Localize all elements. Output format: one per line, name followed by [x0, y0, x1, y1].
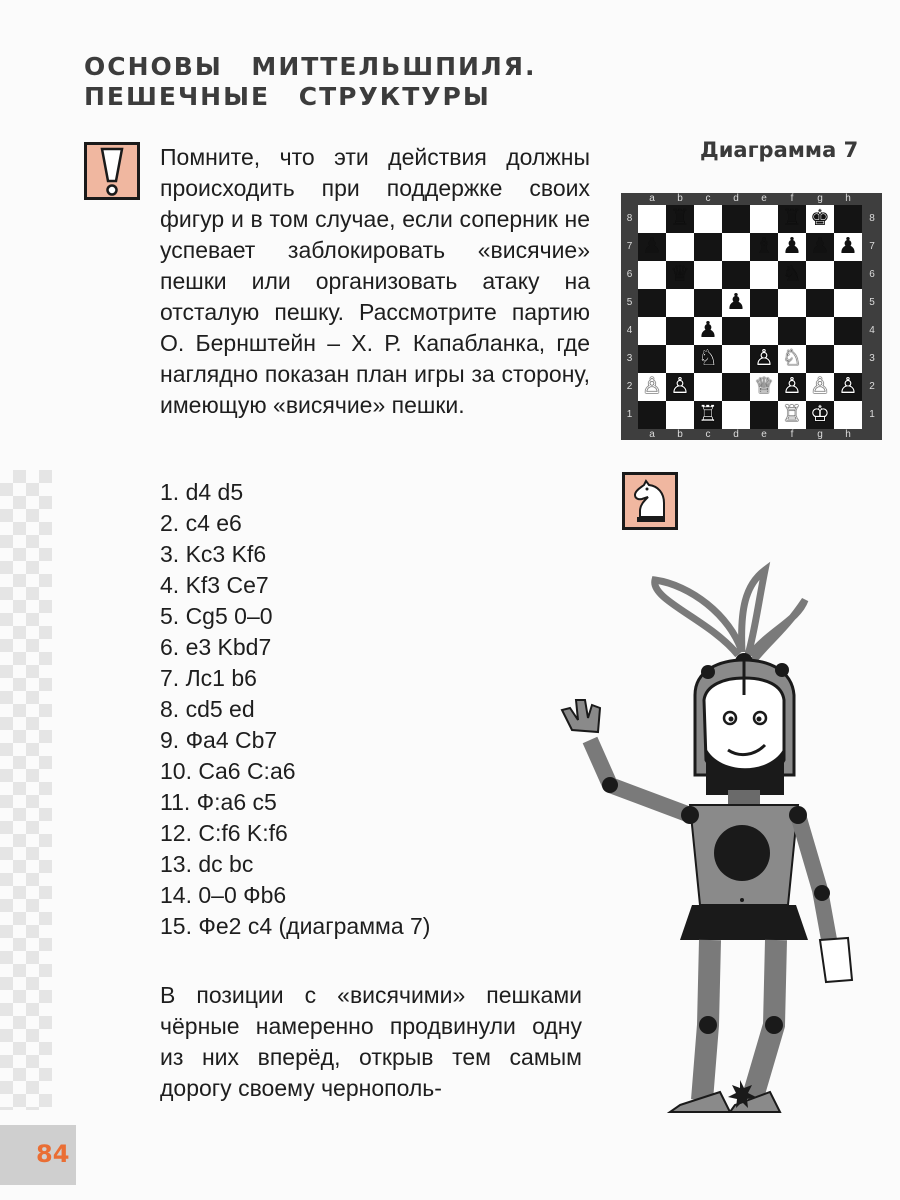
chess-piece-f7: ♟	[782, 234, 802, 259]
move-item: 2. c4 e6	[160, 510, 242, 536]
square-h3	[834, 345, 862, 373]
square-e6	[750, 261, 778, 289]
square-d7	[722, 233, 750, 261]
move-item: 11. Ф:a6 c5	[160, 789, 277, 815]
square-h5	[834, 289, 862, 317]
chess-piece-d5: ♟	[726, 290, 746, 315]
chess-piece-f3: ♘	[782, 346, 802, 371]
square-f7	[778, 233, 806, 261]
file-label: a	[649, 193, 655, 204]
rank-label: 7	[869, 241, 875, 252]
diagram-caption: Диаграмма 7	[700, 138, 859, 162]
move-item: 12. C:f6 K:f6	[160, 820, 288, 846]
square-f1	[778, 401, 806, 429]
move-item: 15. Фe2 c4 (диаграмма 7)	[160, 913, 431, 939]
square-b3	[666, 345, 694, 373]
square-a4	[638, 317, 666, 345]
chess-piece-c4: ♟	[698, 318, 718, 343]
chess-piece-a2: ♙	[642, 374, 662, 399]
move-item: 6. e3 Kbd7	[160, 634, 272, 660]
rank-label: 5	[869, 297, 875, 308]
chess-piece-c3: ♘	[698, 346, 718, 371]
square-a5	[638, 289, 666, 317]
square-c4	[694, 317, 722, 345]
square-b8	[666, 205, 694, 233]
square-f4	[778, 317, 806, 345]
square-f5	[778, 289, 806, 317]
file-label: h	[845, 429, 851, 440]
square-g1	[806, 401, 834, 429]
exclamation-icon	[84, 142, 140, 200]
file-label: a	[649, 429, 655, 440]
rank-label: 2	[869, 381, 875, 392]
square-h4	[834, 317, 862, 345]
square-e5	[750, 289, 778, 317]
rank-label: 3	[626, 353, 633, 364]
square-h6	[834, 261, 862, 289]
rank-label: 2	[626, 381, 633, 392]
moves-list	[160, 477, 430, 942]
file-label: d	[733, 193, 739, 204]
rank-label: 8	[626, 213, 633, 224]
chess-piece-f6: ♞	[778, 261, 806, 289]
file-label: g	[817, 429, 823, 440]
chess-piece-h7: ♟	[838, 234, 858, 259]
square-g3	[806, 345, 834, 373]
square-f8	[778, 205, 806, 233]
closing-paragraph: В позиции с «висячими» пешками чёрные намеренно продвинули одну из них вперёд, открыв тем самым дорогу своему чернополь-	[160, 982, 582, 1101]
square-a1	[638, 401, 666, 429]
chess-knight-icon	[622, 472, 678, 530]
square-d5	[722, 289, 750, 317]
square-c6	[694, 261, 722, 289]
chess-piece-f1: ♖	[782, 402, 802, 427]
file-label: f	[790, 429, 794, 440]
square-c7	[694, 233, 722, 261]
square-g7	[806, 233, 834, 261]
rank-label: 1	[869, 409, 875, 420]
square-e8	[750, 205, 778, 233]
square-e7	[750, 233, 778, 261]
move-item: 3. Kc3 Kf6	[160, 541, 267, 567]
file-label: g	[817, 193, 823, 204]
square-a6	[638, 261, 666, 289]
move-item: 13. dc bc	[160, 851, 254, 877]
move-item: 5. Cg5 0–0	[160, 603, 273, 629]
chess-piece-b8: ♜	[666, 205, 694, 233]
move-item: 1. d4 d5	[160, 479, 244, 505]
square-f6	[778, 261, 806, 289]
rank-label: 1	[626, 409, 633, 420]
chess-piece-g8: ♚	[810, 206, 830, 231]
rank-labels-left	[621, 205, 638, 429]
square-a2	[638, 373, 666, 401]
square-g4	[806, 317, 834, 345]
square-c5	[694, 289, 722, 317]
square-g2	[806, 373, 834, 401]
square-e1	[750, 401, 778, 429]
square-h2	[834, 373, 862, 401]
knight-character-illustration	[530, 560, 900, 1120]
chess-piece-e3: ♙	[754, 346, 774, 371]
move-item: 9. Фa4 Cb7	[160, 727, 278, 753]
chess-piece-g2: ♙	[810, 374, 830, 399]
move-item: 7. Лc1 b6	[160, 665, 257, 691]
file-label: e	[761, 193, 767, 204]
file-label: c	[705, 193, 711, 204]
move-item: 8. cd5 ed	[160, 696, 255, 722]
file-label: h	[845, 193, 851, 204]
chess-piece-b2: ♙	[670, 374, 690, 399]
square-d6	[722, 261, 750, 289]
intro-paragraph: Помните, что эти действия должны происходить при поддержке своих фигур и в том случае, если соперник не успевает заблокировать «висячие» пешки или организовать атаку на отсталую пешку. Рассмотрите партию О. Бернштейн – Х. Р. Капабланка, где наглядно показан план игры за сторону, имеющую «висячие» пешки.	[160, 144, 590, 418]
square-b4	[666, 317, 694, 345]
rank-label: 7	[626, 241, 633, 252]
rank-label: 6	[626, 269, 633, 280]
square-d8	[722, 205, 750, 233]
rank-label: 8	[869, 213, 875, 224]
square-b5	[666, 289, 694, 317]
square-b2	[666, 373, 694, 401]
square-e3	[750, 345, 778, 373]
chess-diagram	[621, 193, 882, 440]
file-label: d	[733, 429, 739, 440]
square-c2	[694, 373, 722, 401]
square-b7	[666, 233, 694, 261]
square-d2	[722, 373, 750, 401]
rank-label: 4	[869, 325, 875, 336]
square-g8	[806, 205, 834, 233]
square-f2	[778, 373, 806, 401]
square-g5	[806, 289, 834, 317]
rank-label: 4	[626, 325, 633, 336]
move-item: 14. 0–0 Фb6	[160, 882, 287, 908]
file-labels-bottom	[638, 429, 862, 441]
chess-piece-e2: ♕	[754, 374, 774, 399]
square-e4	[750, 317, 778, 345]
heading-line-2: ПЕШЕЧНЫЕ СТРУКТУРЫ	[84, 82, 491, 111]
page-number: 84	[36, 1140, 70, 1168]
square-h1	[834, 401, 862, 429]
chess-piece-f8: ♜	[778, 205, 806, 233]
square-d3	[722, 345, 750, 373]
chess-piece-c1: ♖	[698, 402, 718, 427]
move-item: 4. Kf3 Ce7	[160, 572, 269, 598]
chess-piece-b6: ♛	[666, 261, 694, 289]
rank-label: 6	[869, 269, 875, 280]
square-b6	[666, 261, 694, 289]
file-label: b	[677, 429, 683, 440]
square-f3	[778, 345, 806, 373]
rank-label: 5	[626, 297, 633, 308]
square-h8	[834, 205, 862, 233]
chess-piece-g7: ♟	[806, 233, 834, 261]
square-e2	[750, 373, 778, 401]
chess-piece-a7: ♟	[638, 233, 666, 261]
chess-piece-h2: ♙	[838, 374, 858, 399]
square-b1	[666, 401, 694, 429]
rank-label: 3	[869, 353, 875, 364]
square-a7	[638, 233, 666, 261]
chess-piece-e7: ♝	[750, 233, 778, 261]
move-item: 10. Ca6 C:a6	[160, 758, 296, 784]
square-c1	[694, 401, 722, 429]
square-c8	[694, 205, 722, 233]
square-a8	[638, 205, 666, 233]
chess-piece-f2: ♙	[782, 374, 802, 399]
square-d1	[722, 401, 750, 429]
chess-piece-g1: ♔	[810, 402, 830, 427]
square-a3	[638, 345, 666, 373]
square-h7	[834, 233, 862, 261]
file-label: e	[761, 429, 767, 440]
file-label: c	[705, 429, 711, 440]
square-d4	[722, 317, 750, 345]
square-c3	[694, 345, 722, 373]
file-label: f	[790, 193, 794, 204]
chess-board	[638, 205, 862, 429]
file-labels-top	[638, 193, 862, 205]
file-label: b	[677, 193, 683, 204]
square-g6	[806, 261, 834, 289]
heading-line-1: ОСНОВЫ МИТТЕЛЬШПИЛЯ.	[84, 52, 537, 81]
page-heading	[84, 52, 536, 112]
rank-labels-right	[862, 205, 882, 429]
checkered-margin-decoration	[0, 470, 52, 1110]
